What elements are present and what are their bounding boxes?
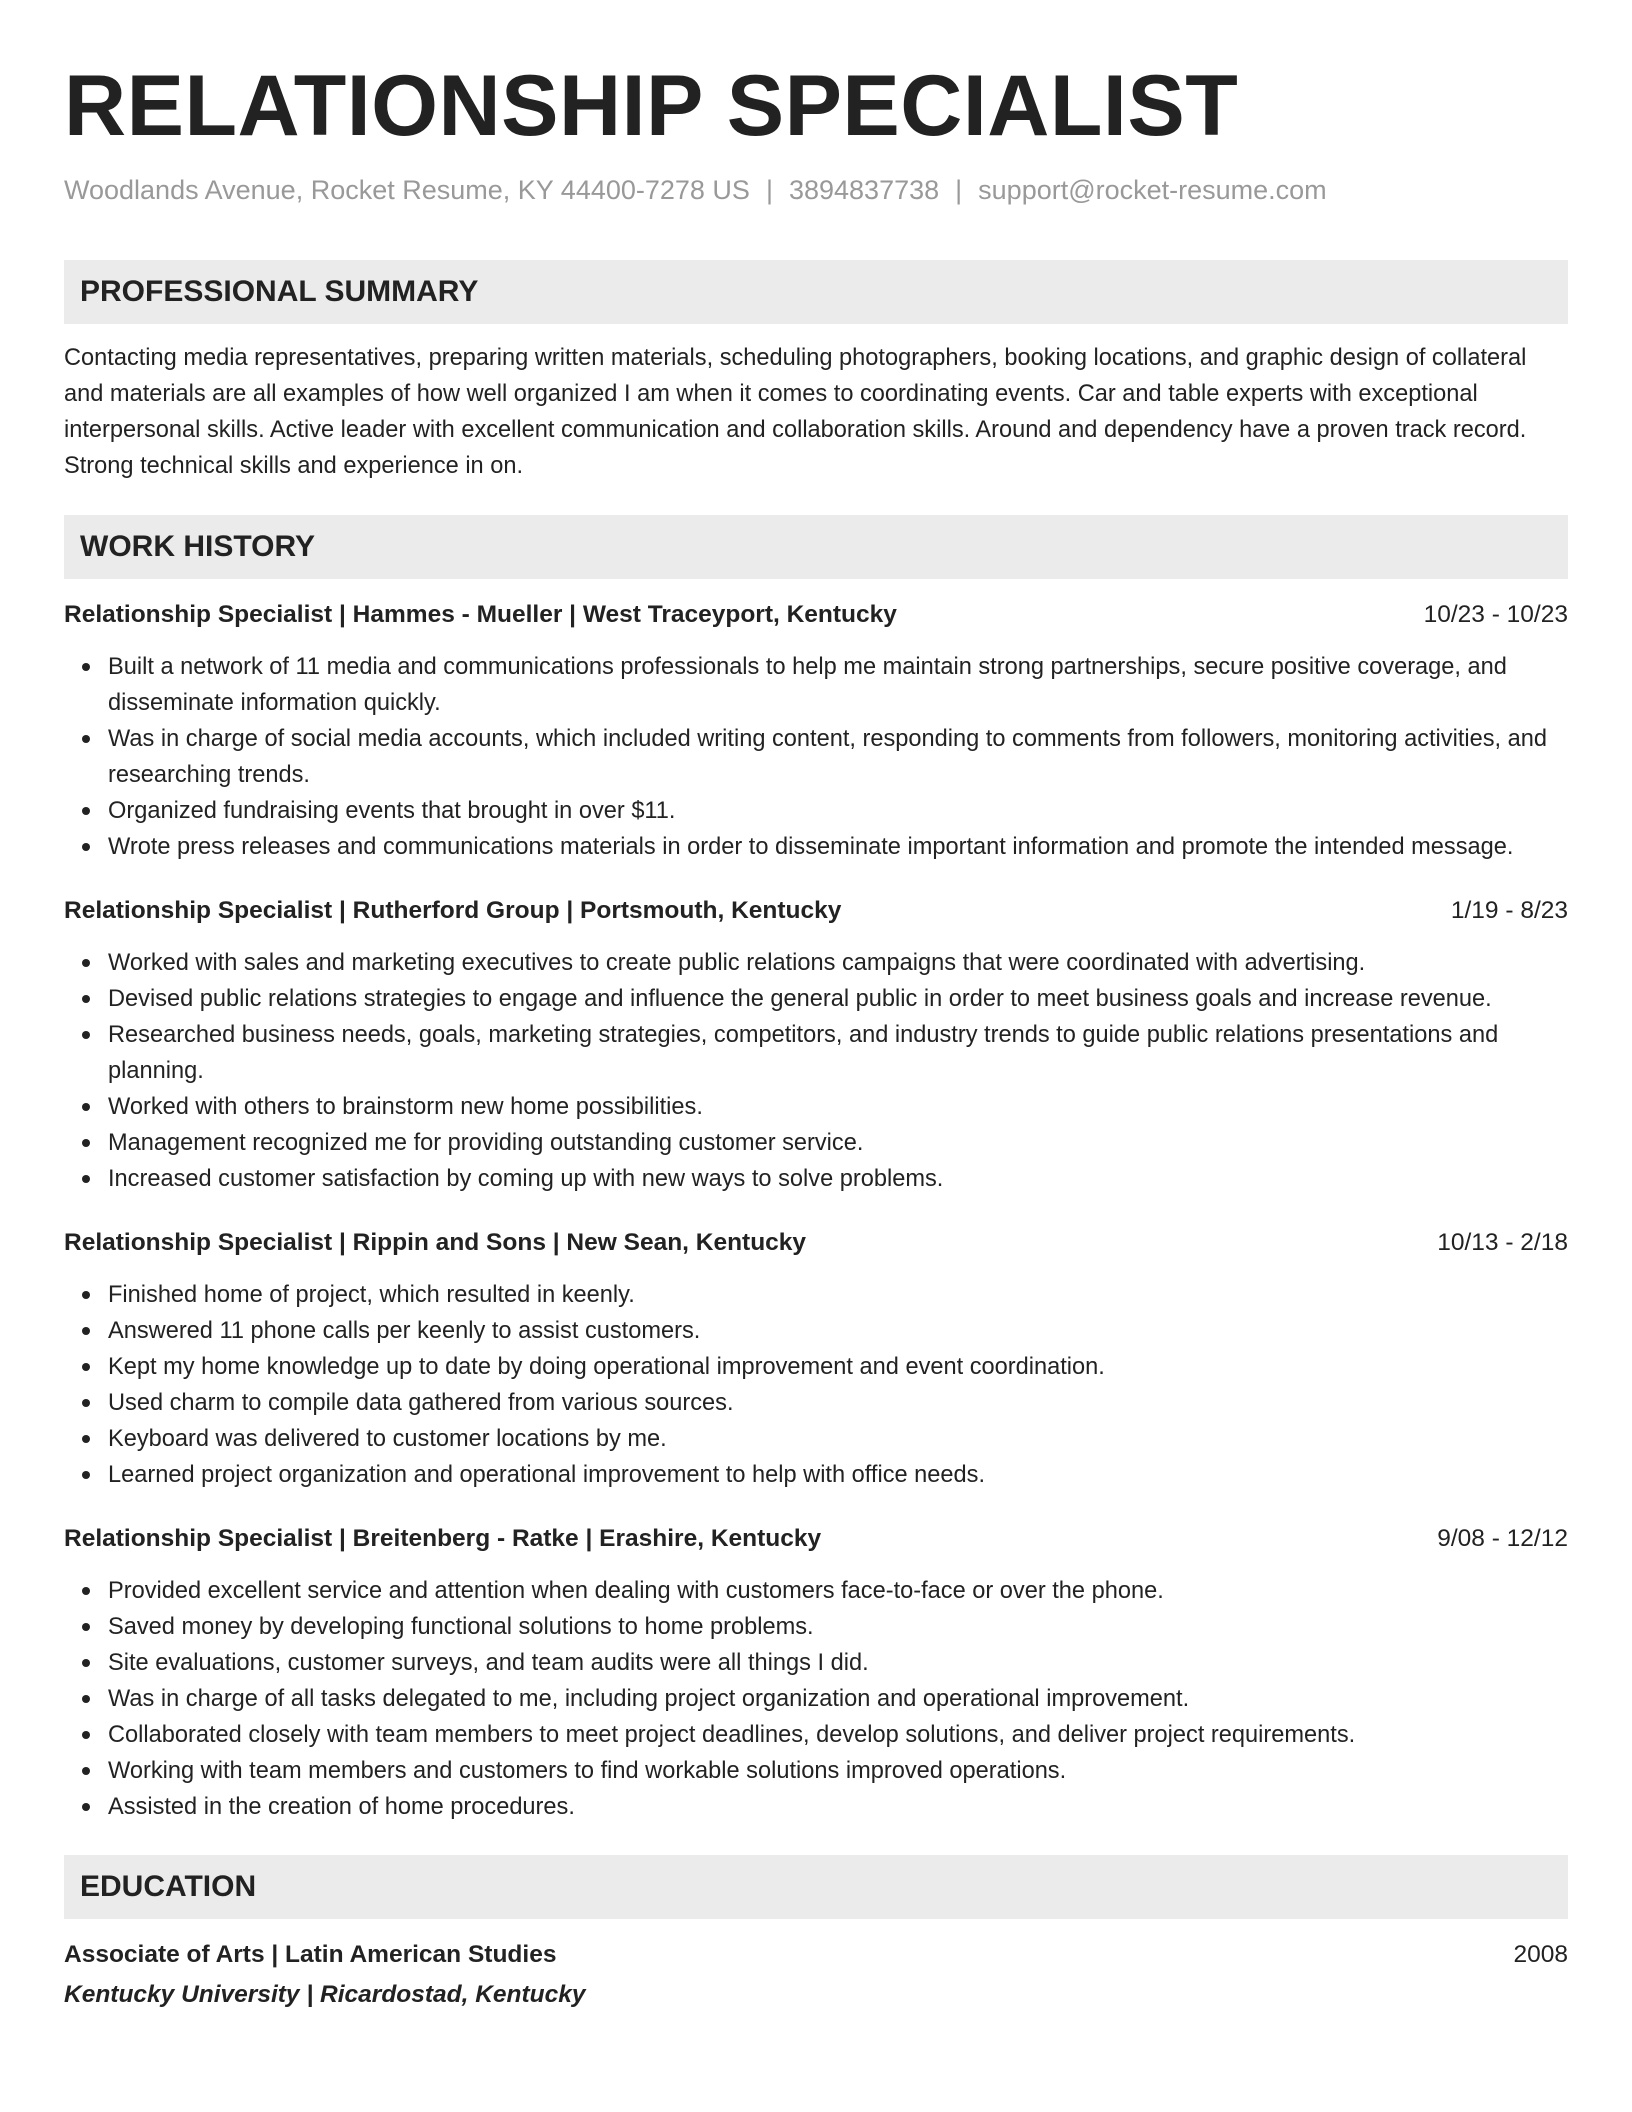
contact-separator: | bbox=[955, 175, 963, 205]
job-bullet: Site evaluations, customer surveys, and team audits were all things I did. bbox=[108, 1645, 1568, 1681]
job-bullet: Increased customer satisfaction by coming up with new ways to solve problems. bbox=[108, 1161, 1568, 1197]
section-header-summary: PROFESSIONAL SUMMARY bbox=[64, 260, 1568, 324]
job-bullet: Worked with sales and marketing executives to create public relations campaigns that were coordinated with advertising. bbox=[108, 945, 1568, 981]
education-list bbox=[64, 1937, 1568, 2013]
job-header bbox=[64, 1225, 1568, 1261]
contact-email: support@rocket-resume.com bbox=[978, 175, 1327, 205]
summary-text: Contacting media representatives, preparing written materials, scheduling photographers, booking locations, and graphic design of collateral and materials are all examples of how well organized I am when it comes to coordinating events. Car and table experts with exceptional interpersonal skills. Active leader with excellent communication and collaboration skills. Around and dependency have a proven track record. Strong technical skills and experience in on. bbox=[64, 345, 1527, 479]
education-entry bbox=[64, 1937, 1568, 2013]
job-entry bbox=[64, 597, 1568, 865]
job-bullet: Worked with others to brainstorm new home possibilities. bbox=[108, 1089, 1568, 1125]
job-bullet: Answered 11 phone calls per keenly to assist customers. bbox=[108, 1313, 1568, 1349]
job-header bbox=[64, 597, 1568, 633]
job-title: Relationship Specialist | Breitenberg - Ratke | Erashire, Kentucky bbox=[64, 1525, 822, 1552]
section-header-work-history: WORK HISTORY bbox=[64, 515, 1568, 579]
job-header bbox=[64, 893, 1568, 929]
job-title: Relationship Specialist | Rippin and Sons | New Sean, Kentucky bbox=[64, 1229, 807, 1256]
job-bullet-list bbox=[64, 649, 1568, 865]
job-header bbox=[64, 1521, 1568, 1557]
education-header bbox=[64, 1937, 1568, 1973]
job-bullet: Learned project organization and operational improvement to help with office needs. bbox=[108, 1457, 1568, 1493]
job-bullet: Researched business needs, goals, marketing strategies, competitors, and industry trends to guide public relations presentations and planning. bbox=[108, 1017, 1568, 1089]
job-bullet: Devised public relations strategies to engage and influence the general public in order to meet business goals and increase revenue. bbox=[108, 981, 1568, 1017]
section-header-education: EDUCATION bbox=[64, 1855, 1568, 1919]
job-bullet: Kept my home knowledge up to date by doing operational improvement and event coordination. bbox=[108, 1349, 1568, 1385]
job-bullet: Was in charge of all tasks delegated to me, including project organization and operational improvement. bbox=[108, 1681, 1568, 1717]
job-bullet: Organized fundraising events that brought in over $11. bbox=[108, 793, 1568, 829]
job-bullet: Finished home of project, which resulted in keenly. bbox=[108, 1277, 1568, 1313]
contact-line bbox=[64, 172, 1568, 208]
job-entry bbox=[64, 1225, 1568, 1493]
job-bullet: Assisted in the creation of home procedures. bbox=[108, 1789, 1568, 1825]
job-bullet-list bbox=[64, 1573, 1568, 1825]
job-dates: 9/08 - 12/12 bbox=[1437, 1525, 1568, 1552]
job-bullet: Working with team members and customers to find workable solutions improved operations. bbox=[108, 1753, 1568, 1789]
job-dates: 10/23 - 10/23 bbox=[1423, 601, 1568, 628]
contact-address: Woodlands Avenue, Rocket Resume, KY 44400-7278 US bbox=[64, 175, 750, 205]
job-bullet-list bbox=[64, 1277, 1568, 1493]
resume-name: RELATIONSHIP SPECIALIST bbox=[64, 58, 1239, 154]
contact-phone: 3894837738 bbox=[788, 175, 940, 205]
contact-separator: | bbox=[765, 175, 773, 205]
job-entry bbox=[64, 1521, 1568, 1825]
job-title: Relationship Specialist | Hammes - Mueller | West Traceyport, Kentucky bbox=[64, 601, 897, 628]
education-degree: Associate of Arts | Latin American Studies bbox=[64, 1941, 557, 1968]
job-dates: 1/19 - 8/23 bbox=[1450, 897, 1568, 924]
job-bullet: Provided excellent service and attention when dealing with customers face-to-face or over the phone. bbox=[108, 1573, 1568, 1609]
education-year: 2008 bbox=[1513, 1941, 1568, 1968]
job-bullet: Collaborated closely with team members to meet project deadlines, develop solutions, and deliver project requirements. bbox=[108, 1717, 1568, 1753]
job-bullet: Wrote press releases and communications materials in order to disseminate important information and promote the intended message. bbox=[108, 829, 1568, 865]
job-bullet: Saved money by developing functional solutions to home problems. bbox=[108, 1609, 1568, 1645]
work-history-list bbox=[64, 597, 1568, 1825]
job-title: Relationship Specialist | Rutherford Group | Portsmouth, Kentucky bbox=[64, 897, 842, 924]
job-bullet-list bbox=[64, 945, 1568, 1197]
job-bullet: Built a network of 11 media and communications professionals to help me maintain strong partnerships, secure positive coverage, and disseminate information quickly. bbox=[108, 649, 1568, 721]
job-bullet: Was in charge of social media accounts, which included writing content, responding to comments from followers, monitoring activities, and researching trends. bbox=[108, 721, 1568, 793]
job-bullet: Used charm to compile data gathered from various sources. bbox=[108, 1385, 1568, 1421]
job-dates: 10/13 - 2/18 bbox=[1437, 1229, 1568, 1256]
job-bullet: Management recognized me for providing outstanding customer service. bbox=[108, 1125, 1568, 1161]
job-bullet: Keyboard was delivered to customer locations by me. bbox=[108, 1421, 1568, 1457]
education-school: Kentucky University | Ricardostad, Kentucky bbox=[64, 1981, 586, 2008]
job-entry bbox=[64, 893, 1568, 1197]
